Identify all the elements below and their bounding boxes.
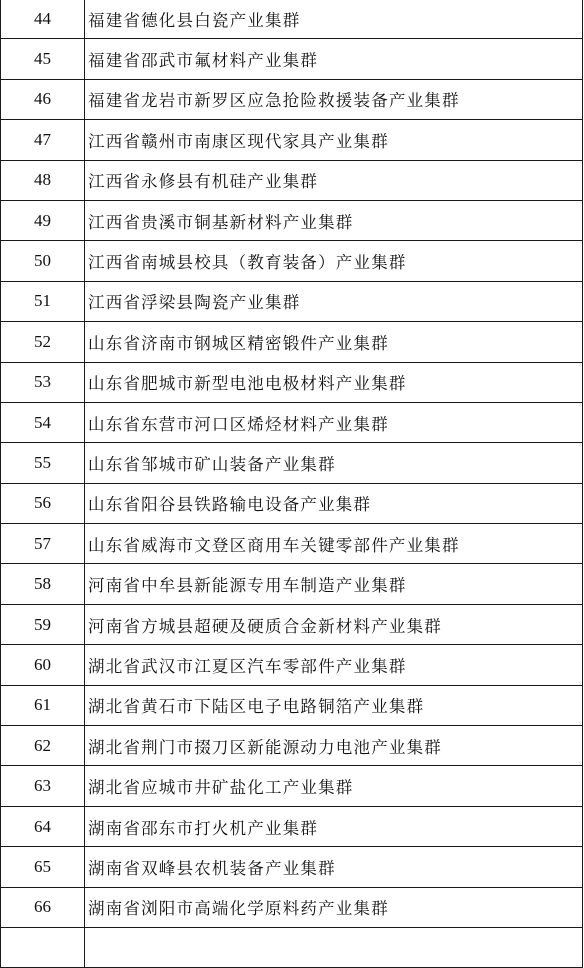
table-row xyxy=(1,524,583,564)
row-index: 50 xyxy=(1,241,85,281)
table-row xyxy=(1,443,583,483)
table-row xyxy=(1,362,583,402)
row-index: 51 xyxy=(1,281,85,321)
row-index: 62 xyxy=(1,726,85,766)
table-row xyxy=(1,483,583,523)
row-index: 46 xyxy=(1,79,85,119)
row-index: 61 xyxy=(1,685,85,725)
row-cluster-name: 江西省浮梁县陶瓷产业集群 xyxy=(85,281,583,321)
table-row xyxy=(1,564,583,604)
row-cluster-name: 江西省永修县有机硅产业集群 xyxy=(85,160,583,200)
row-cluster-name: 江西省赣州市南康区现代家具产业集群 xyxy=(85,120,583,160)
row-cluster-name xyxy=(85,927,583,967)
row-index: 45 xyxy=(1,39,85,79)
row-cluster-name: 湖北省武汉市江夏区汽车零部件产业集群 xyxy=(85,645,583,685)
table-row xyxy=(1,402,583,442)
row-index: 52 xyxy=(1,322,85,362)
row-index: 63 xyxy=(1,766,85,806)
cluster-table-body xyxy=(1,0,583,968)
row-index xyxy=(1,927,85,967)
row-index: 54 xyxy=(1,402,85,442)
table-row xyxy=(1,39,583,79)
table-row xyxy=(1,645,583,685)
table-row xyxy=(1,604,583,644)
table-row xyxy=(1,200,583,240)
row-index: 66 xyxy=(1,887,85,927)
row-cluster-name: 山东省济南市钢城区精密锻件产业集群 xyxy=(85,322,583,362)
row-cluster-name: 河南省中牟县新能源专用车制造产业集群 xyxy=(85,564,583,604)
row-cluster-name: 山东省东营市河口区烯烃材料产业集群 xyxy=(85,402,583,442)
row-index: 58 xyxy=(1,564,85,604)
table-row xyxy=(1,887,583,927)
table-row xyxy=(1,847,583,887)
table-row xyxy=(1,241,583,281)
row-cluster-name: 湖南省浏阳市高端化学原料药产业集群 xyxy=(85,887,583,927)
table-row xyxy=(1,685,583,725)
row-cluster-name: 山东省阳谷县铁路输电设备产业集群 xyxy=(85,483,583,523)
table-row xyxy=(1,726,583,766)
row-index: 57 xyxy=(1,524,85,564)
row-cluster-name: 湖北省荆门市掇刀区新能源动力电池产业集群 xyxy=(85,726,583,766)
row-index: 56 xyxy=(1,483,85,523)
row-index: 64 xyxy=(1,806,85,846)
row-index: 59 xyxy=(1,604,85,644)
row-index: 47 xyxy=(1,120,85,160)
table-row xyxy=(1,79,583,119)
row-cluster-name: 湖北省应城市井矿盐化工产业集群 xyxy=(85,766,583,806)
row-cluster-name: 河南省方城县超硬及硬质合金新材料产业集群 xyxy=(85,604,583,644)
row-index: 65 xyxy=(1,847,85,887)
row-index: 55 xyxy=(1,443,85,483)
row-index: 48 xyxy=(1,160,85,200)
table-row xyxy=(1,120,583,160)
row-index: 49 xyxy=(1,200,85,240)
row-cluster-name: 山东省邹城市矿山装备产业集群 xyxy=(85,443,583,483)
table-row xyxy=(1,322,583,362)
row-index: 60 xyxy=(1,645,85,685)
row-cluster-name: 山东省肥城市新型电池电极材料产业集群 xyxy=(85,362,583,402)
table-row xyxy=(1,160,583,200)
table-row xyxy=(1,281,583,321)
row-cluster-name: 江西省贵溪市铜基新材料产业集群 xyxy=(85,200,583,240)
row-cluster-name: 江西省南城县校具（教育装备）产业集群 xyxy=(85,241,583,281)
row-cluster-name: 福建省邵武市氟材料产业集群 xyxy=(85,39,583,79)
row-cluster-name: 山东省威海市文登区商用车关键零部件产业集群 xyxy=(85,524,583,564)
row-cluster-name: 湖南省邵东市打火机产业集群 xyxy=(85,806,583,846)
table-row xyxy=(1,0,583,39)
row-cluster-name: 湖南省双峰县农机装备产业集群 xyxy=(85,847,583,887)
row-cluster-name: 湖北省黄石市下陆区电子电路铜箔产业集群 xyxy=(85,685,583,725)
table-row xyxy=(1,766,583,806)
row-cluster-name: 福建省龙岩市新罗区应急抢险救援装备产业集群 xyxy=(85,79,583,119)
table-row xyxy=(1,806,583,846)
table-row xyxy=(1,927,583,967)
row-cluster-name: 福建省德化县白瓷产业集群 xyxy=(85,0,583,39)
row-index: 44 xyxy=(1,0,85,39)
row-index: 53 xyxy=(1,362,85,402)
